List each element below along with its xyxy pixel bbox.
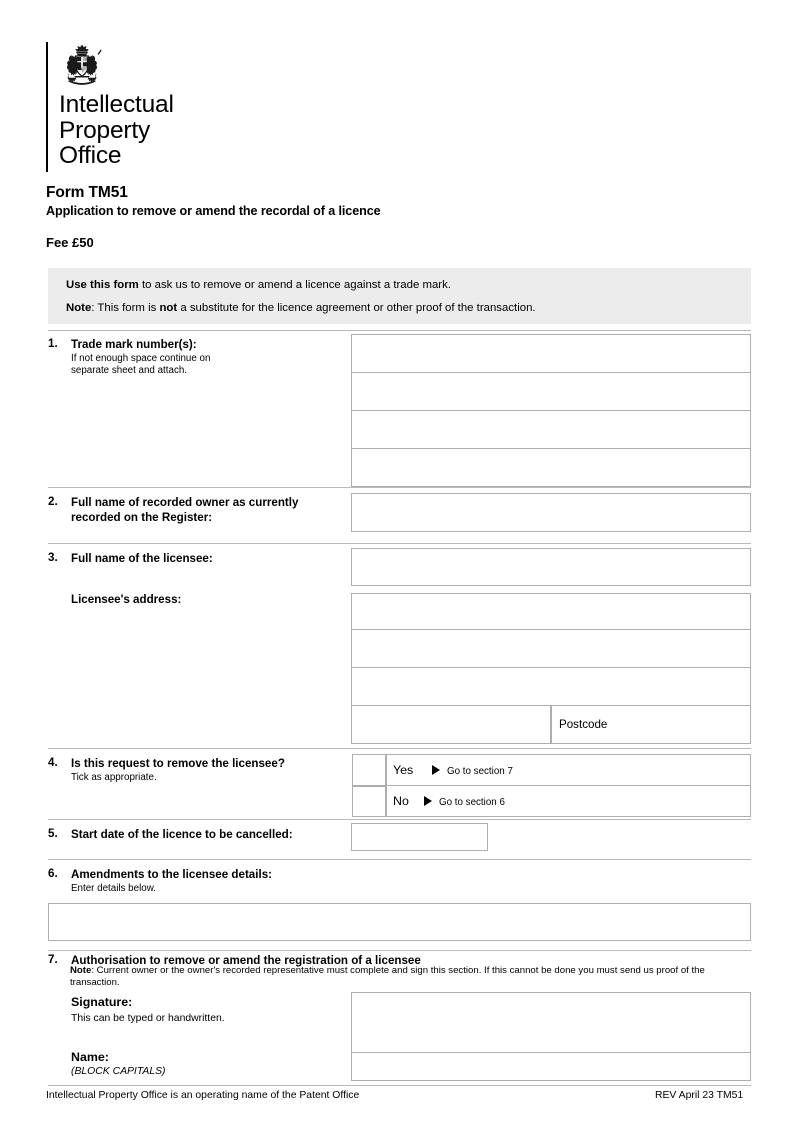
- section-5-number: 5.: [48, 827, 58, 840]
- section-1-hint-line-2: separate sheet and attach.: [71, 365, 188, 376]
- signature-input[interactable]: [351, 992, 751, 1053]
- logo-line-3: Office: [59, 142, 122, 169]
- postcode-label: Postcode: [559, 718, 608, 731]
- trade-mark-number-input-1[interactable]: [351, 334, 751, 373]
- section-2-number: 2.: [48, 495, 58, 508]
- rule-above-section-2: [48, 487, 751, 488]
- footer-right-text: REV April 23 TM51: [655, 1090, 744, 1101]
- rule-above-section-1: [48, 330, 751, 331]
- name-hint: (BLOCK CAPITALS): [71, 1066, 166, 1077]
- licence-start-date-input[interactable]: [351, 823, 488, 851]
- royal-coat-of-arms-icon: [59, 43, 105, 87]
- trade-mark-number-input-2[interactable]: [351, 373, 751, 411]
- instruction-line-1-rest: to ask us to remove or amend a licence against a trade mark.: [138, 279, 451, 291]
- section-2-label-line-1: Full name of recorded owner as currently: [71, 496, 299, 509]
- section-5-label: Start date of the licence to be cancelled:: [71, 828, 293, 841]
- rule-above-section-4: [48, 748, 751, 749]
- name-label: Name:: [71, 1050, 109, 1064]
- yes-tick-checkbox[interactable]: [352, 754, 386, 786]
- instruction-line-2-not: not: [159, 302, 178, 314]
- licensee-address-input-4[interactable]: [351, 706, 551, 744]
- section-6-label: Amendments to the licensee details:: [71, 868, 273, 881]
- instruction-line-1-bold: Use this form: [66, 279, 139, 291]
- licensee-name-input[interactable]: [351, 548, 751, 586]
- form-title: Application to remove or amend the recordal of a licence: [46, 204, 381, 218]
- section-7-label: Authorisation to remove or amend the registration of a licensee: [71, 954, 421, 967]
- no-arrow-icon: [424, 796, 432, 806]
- yes-option-cell[interactable]: [386, 754, 751, 786]
- section-7-note-bold: Note: [70, 965, 92, 976]
- no-label: No: [393, 794, 409, 808]
- licensee-address-label: Licensee's address:: [71, 593, 182, 606]
- logo-line-1: Intellectual: [59, 91, 174, 118]
- licensee-address-input-1[interactable]: [351, 593, 751, 630]
- section-1-hint-line-1: If not enough space continue on: [71, 353, 211, 364]
- yes-goto-text: Go to section 7: [447, 766, 513, 777]
- section-7-note: [70, 965, 752, 988]
- section-6-number: 6.: [48, 867, 58, 880]
- rule-above-section-3: [48, 543, 751, 544]
- no-tick-checkbox[interactable]: [352, 786, 386, 817]
- section-3-label: Full name of the licensee:: [71, 552, 213, 565]
- instruction-box: [48, 268, 751, 324]
- section-2-label-line-2: recorded on the Register:: [71, 511, 213, 524]
- rule-above-section-5: [48, 819, 751, 820]
- licensee-address-input-2[interactable]: [351, 630, 751, 668]
- instruction-line-2-rest: a substitute for the licence agreement or other proof of the transaction.: [177, 302, 536, 314]
- amendments-details-input[interactable]: [48, 903, 751, 941]
- section-4-number: 4.: [48, 756, 58, 769]
- section-1-label: Trade mark number(s):: [71, 338, 197, 351]
- no-goto-text: Go to section 6: [439, 797, 505, 808]
- section-7-number: 7.: [48, 953, 58, 966]
- signature-label: Signature:: [71, 995, 133, 1009]
- logo-content: [48, 42, 174, 177]
- section-4-hint: Tick as appropriate.: [71, 772, 157, 783]
- logo-line-2: Property: [59, 116, 150, 144]
- footer-left-text: Intellectual Property Office is an operating name of the Patent Office: [46, 1090, 360, 1101]
- rule-above-section-6: [48, 859, 751, 860]
- rule-above-footer: [48, 1085, 751, 1086]
- rule-above-section-7: [48, 950, 751, 951]
- yes-arrow-icon: [432, 765, 440, 775]
- trade-mark-number-input-3[interactable]: [351, 411, 751, 449]
- instruction-line-2: [66, 301, 733, 315]
- section-1-number: 1.: [48, 337, 58, 350]
- name-input[interactable]: [351, 1053, 751, 1081]
- section-7-note-rest: : Current owner or the owner's recorded representative must complete and sign this section. If this cannot be done you must send us proof of the transaction.: [70, 965, 705, 988]
- licensee-address-input-3[interactable]: [351, 668, 751, 706]
- yes-label: Yes: [393, 763, 414, 777]
- section-6-hint: Enter details below.: [71, 883, 156, 894]
- section-4-label: Is this request to remove the licensee?: [71, 757, 285, 770]
- ipo-logo: [46, 42, 306, 177]
- section-3-number: 3.: [48, 551, 58, 564]
- instruction-line-2-mid: : This form is: [91, 302, 160, 314]
- instruction-line-2-bold: Note: [66, 302, 92, 314]
- instruction-line-1: [66, 278, 733, 292]
- fee-label: Fee £50: [46, 235, 94, 250]
- form-number: Form TM51: [46, 184, 128, 201]
- signature-hint: This can be typed or handwritten.: [71, 1013, 225, 1024]
- trade-mark-number-input-4[interactable]: [351, 449, 751, 487]
- recorded-owner-name-input[interactable]: [351, 493, 751, 532]
